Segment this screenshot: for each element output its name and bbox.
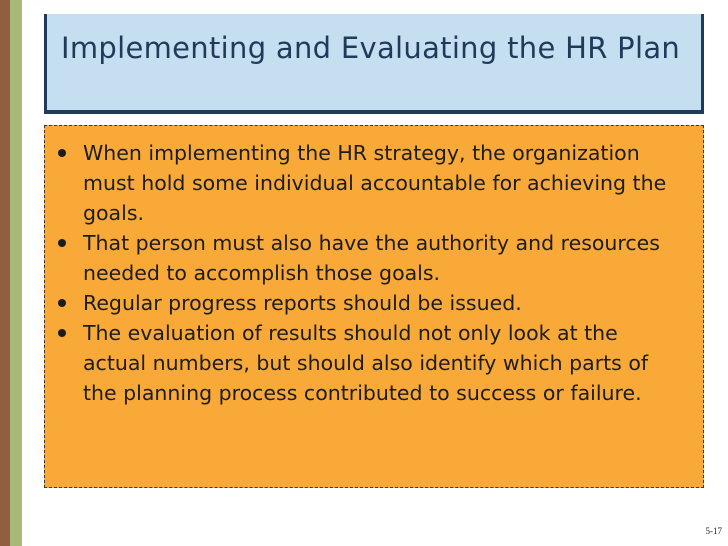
bullet-icon [58, 239, 66, 247]
slide-title: Implementing and Evaluating the HR Plan [61, 31, 681, 65]
bullet-text: Regular progress reports should be issued. [83, 291, 522, 315]
bullet-text: When implementing the HR strategy, the organization must hold some individual accountable for achieving the goals. [83, 141, 667, 225]
bullet-item [56, 228, 681, 288]
bullet-item [56, 138, 681, 228]
left-accent-stripe-dark [0, 0, 10, 546]
bullet-text: The evaluation of results should not only look at the actual numbers, but should also identify which parts of the planning process contributed to success or failure. [83, 321, 649, 405]
bullet-item [56, 288, 681, 318]
bullet-icon [58, 329, 66, 337]
left-accent-stripe-light [10, 0, 22, 546]
bullet-icon [58, 149, 66, 157]
bullet-icon [58, 299, 66, 307]
bullet-text: That person must also have the authority and resources needed to accomplish those goals. [83, 231, 660, 285]
bullet-item [56, 318, 681, 408]
page-number: 5-17 [705, 526, 722, 536]
bullet-list [56, 138, 681, 408]
content-box [44, 125, 704, 488]
title-box [44, 14, 704, 114]
